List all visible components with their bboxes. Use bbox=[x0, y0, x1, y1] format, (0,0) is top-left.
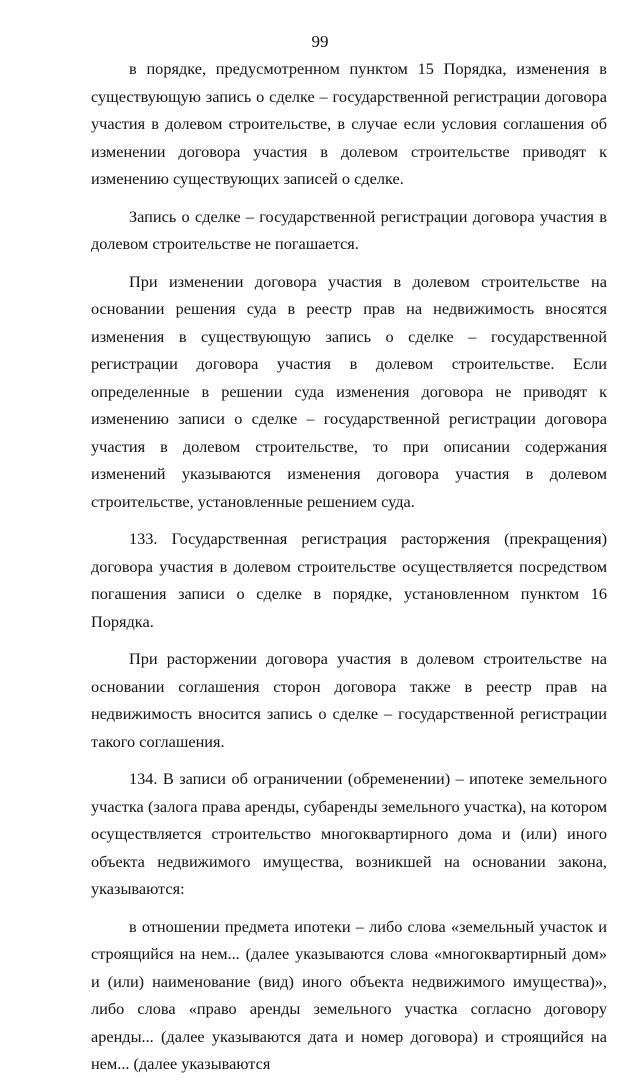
paragraph-continuation-order: в порядке, предусмотренном пунктом 15 Порядка, изменения в существующую запись о сделке – государственной регистрации договора участия в долевом строительстве, в случае если условия соглашения об изменении договора участия в долевом строительстве приводят к изменению существующих записей о сделке. bbox=[91, 59, 607, 188]
paragraph-termination-agreement: При расторжении договора участия в долевом строительстве на основании соглашения сторон договора также в реестр прав на недвижимость вносится запись о сделке – государственной регистрации такого соглашения. bbox=[91, 649, 607, 751]
paragraph-court-decision-change: При изменении договора участия в долевом строительстве на основании решения суда в реестр прав на недвижимость вносятся изменения в существующую запись о сделке – государственной регистрации договора участия в долевом строительстве. Если определенные в решении суда изменения договора не приводят к изменению записи о сделке – государственной регистрации договора участия в долевом строительстве, то при описании содержания изменений указываются изменения договора участия в долевом строительстве, установленные решением суда. bbox=[91, 271, 607, 511]
document-body bbox=[91, 55, 607, 1088]
paragraph-item-133: 133. Государственная регистрация расторжения (прекращения) договора участия в долевом строительстве осуществляется посредством погашения записи о сделке в порядке, установленном пунктом 16 Порядка. bbox=[91, 529, 607, 631]
paragraph-record-not-cancelled: Запись о сделке – государственной регистрации договора участия в долевом строительстве не погашается. bbox=[91, 206, 607, 253]
paragraph-item-134: 134. В записи об ограничении (обременении) – ипотеке земельного участка (залога права аренды, субаренды земельного участка), на котором осуществляется строительство многоквартирного дома и (или) иного объекта недвижимого имущества, возникшей на основании закона, указываются: bbox=[91, 769, 607, 898]
page-number: 99 bbox=[311, 32, 329, 51]
paragraph-mortgage-subject: в отношении предмета ипотеки – либо слова «земельный участок и строящийся на нем... (далее указываются слова «многоквартирный дом» и (или) наименование (вид) иного объекта недвижимого имущества)», либо слова «право аренды земельного участка согласно договору аренды... (далее указываются дата и номер договора) и строящийся на нем... (далее указываются bbox=[91, 916, 607, 1073]
